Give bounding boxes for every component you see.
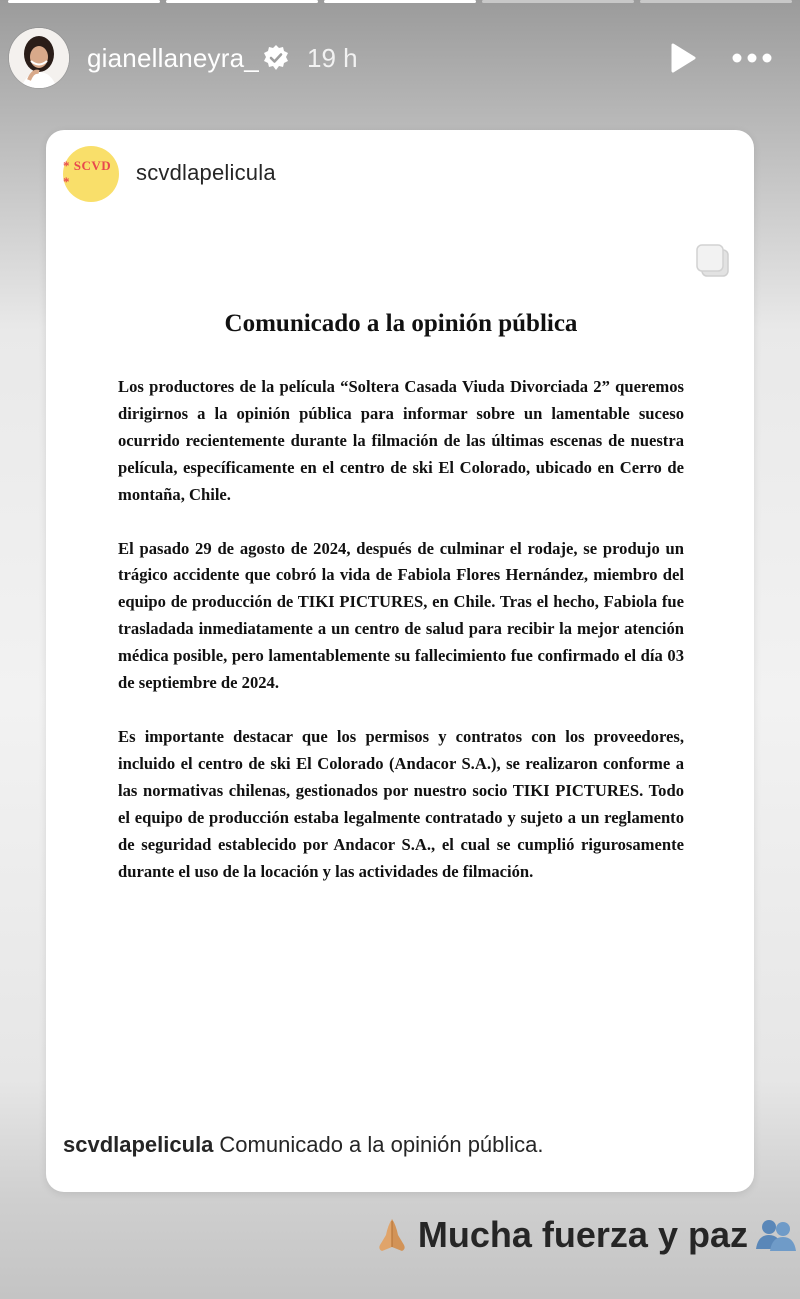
- progress-segment: [482, 0, 634, 3]
- document-paragraph-1: Los productores de la película “Soltera Casada Viuda Divorciada 2” queremos dirigirnos a la opinión pública para informar sobre un lamentable suceso ocurrido recientemente durante la filmación de las últimas escenas de nuestra película, específicamente en el centro de ski El Colorado, ubicado en Cerro de montaña, Chile.: [118, 377, 684, 504]
- progress-segment: [8, 0, 160, 3]
- document-paragraph-3: Es importante destacar que los permisos y contratos con los proveedores, incluido el centro de ski El Colorado (Andacor S.A.), se realizaron conforme a las normativas chilenas, gestionados por nuestro socio TIKI PICTURES. Todo el equipo de producción estaba legalmente contratado y sujeto a un reglamento de seguridad establecido por Andacor S.A., el cual se cumplió rigurosamente durante el uso de la locación y las actividades de filmación.: [118, 726, 684, 881]
- story-username[interactable]: gianellaneyra_: [87, 43, 259, 73]
- post-caption: [63, 1132, 544, 1158]
- post-account-name[interactable]: scvdlapelicula: [136, 160, 276, 185]
- shared-post-card[interactable]: [46, 130, 754, 1192]
- document-paragraph-2: El pasado 29 de agosto de 2024, después de culminar el rodaje, se produjo un trágico accidente que cobró la vida de Fabiola Flores Hernández, miembro del equipo de producción de TIKI PICTURES, en Chile. Tras el hecho, Fabiola fue trasladada inmediatamente a un centro de salud para recibir la mejor atención médica posible, pero lamentablemente su fallecimiento fue confirmado el día 03 de septiembre de 2024.: [118, 538, 684, 693]
- caption-username[interactable]: scvdlapelicula: [63, 1132, 214, 1157]
- story-time: 19 h: [307, 43, 358, 73]
- more-options-icon[interactable]: [728, 42, 776, 74]
- statement-document: [118, 310, 684, 912]
- overlay-message: Mucha fuerza y paz: [417, 1214, 748, 1255]
- play-icon[interactable]: [666, 42, 698, 74]
- post-account-logo[interactable]: [63, 146, 119, 202]
- people-silhouette-icon: [754, 1215, 794, 1255]
- progress-segment: [166, 0, 318, 3]
- verified-badge-icon: [262, 44, 290, 72]
- document-title: Comunicado a la opinión pública: [224, 310, 578, 337]
- progress-segment: [640, 0, 792, 3]
- story-overlay-text: [372, 1214, 794, 1256]
- progress-segment: [324, 0, 476, 3]
- multiple-posts-icon: [694, 242, 732, 280]
- praying-hands-icon: [372, 1215, 412, 1255]
- logo-text: * SCVD *: [63, 158, 112, 189]
- story-header: [0, 28, 800, 92]
- avatar[interactable]: [9, 28, 69, 88]
- story-progress-bar: [8, 0, 792, 3]
- caption-text: Comunicado a la opinión pública.: [219, 1132, 544, 1157]
